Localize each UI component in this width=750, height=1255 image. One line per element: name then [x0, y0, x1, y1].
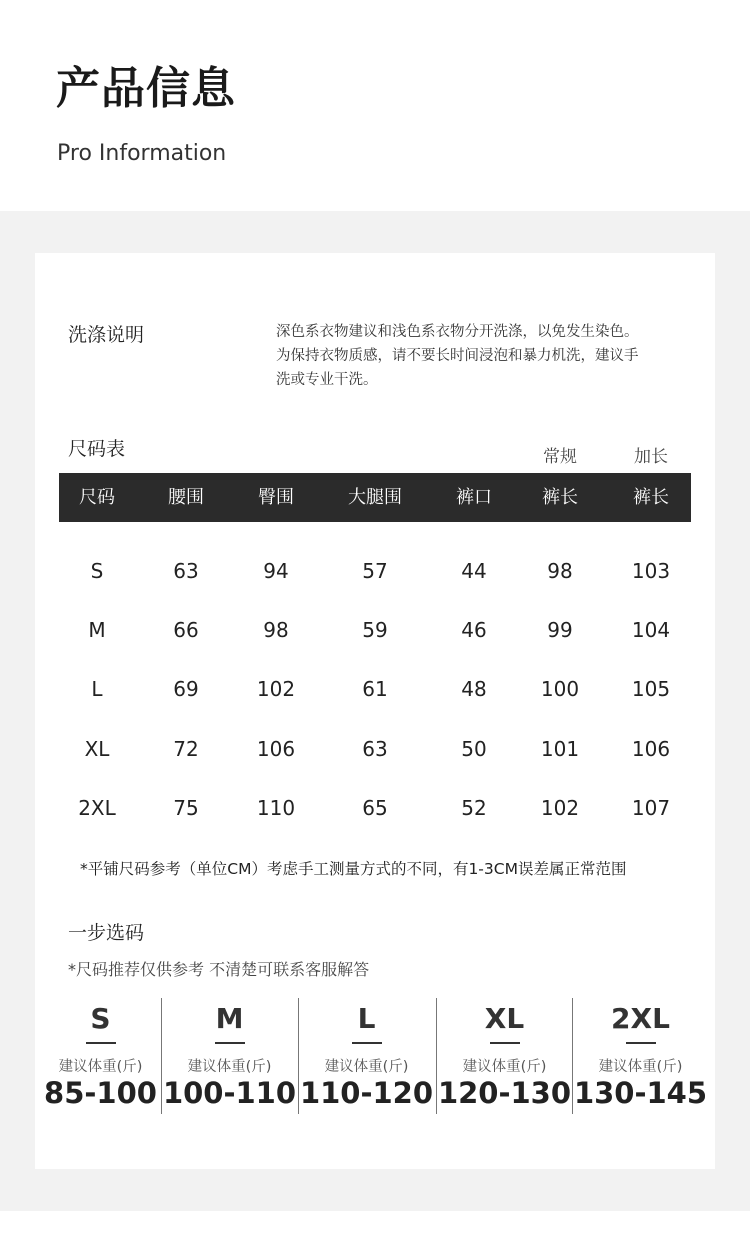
header-size: 尺码	[79, 487, 115, 508]
table-cell-size: M	[88, 618, 106, 642]
page-title: 产品信息	[56, 63, 236, 114]
recommend-item-l	[298, 998, 435, 1114]
recommend-item-2xl	[572, 998, 709, 1114]
washing-text	[276, 320, 696, 392]
recommend-item-m	[161, 998, 298, 1114]
table-cell-waist: 72	[173, 737, 199, 761]
table-cell-size: L	[91, 677, 103, 701]
header-thigh: 大腿围	[348, 487, 402, 508]
header-waist: 腰围	[168, 487, 204, 508]
table-cell-length-regular: 99	[547, 618, 573, 642]
recommend-range: 130-145	[573, 1076, 708, 1110]
recommend-range: 100-110	[162, 1076, 297, 1110]
table-cell-length-regular: 98	[547, 559, 573, 583]
recommend-label: 建议体重(斤)	[598, 1059, 683, 1075]
recommend-size: S	[90, 1002, 111, 1035]
header-section	[0, 0, 750, 211]
divider-bar	[626, 1042, 656, 1044]
table-cell-thigh: 59	[362, 618, 388, 642]
recommend-size: XL	[484, 1002, 525, 1035]
table-cell-length-long: 104	[631, 618, 671, 642]
table-cell-leg-opening: 48	[461, 677, 487, 701]
table-cell-length-long: 103	[631, 559, 671, 583]
table-cell-leg-opening: 46	[461, 618, 487, 642]
recommend-label: 建议体重(斤)	[187, 1059, 272, 1075]
recommend-size: 2XL	[611, 1002, 670, 1035]
table-cell-leg-opening: 50	[461, 737, 487, 761]
column-note-regular: 常规	[543, 447, 577, 467]
header-hip: 臀围	[258, 487, 294, 508]
table-cell-hip: 98	[263, 618, 289, 642]
table-cell-waist: 75	[173, 796, 199, 820]
recommend-range: 85-100	[44, 1076, 157, 1110]
table-cell-length-regular: 101	[540, 737, 580, 761]
column-note-long: 加长	[634, 447, 668, 467]
divider-bar	[215, 1042, 245, 1044]
table-cell-hip: 94	[263, 559, 289, 583]
divider-bar	[490, 1042, 520, 1044]
divider-bar	[86, 1042, 116, 1044]
table-cell-length-long: 107	[631, 796, 671, 820]
recommend-range: 120-130	[437, 1076, 572, 1110]
table-cell-length-regular: 102	[540, 796, 580, 820]
header-leg-opening: 裤口	[456, 487, 492, 508]
table-cell-size: 2XL	[78, 796, 116, 820]
recommend-range: 110-120	[299, 1076, 434, 1110]
size-table-title: 尺码表	[68, 438, 126, 460]
recommend-item-s	[32, 998, 169, 1114]
bottom-margin	[0, 1211, 750, 1255]
table-cell-length-long: 106	[631, 737, 671, 761]
table-cell-waist: 66	[173, 618, 199, 642]
table-cell-hip: 106	[256, 737, 296, 761]
recommend-subtitle: *尺码推荐仅供参考 不清楚可联系客服解答	[68, 960, 370, 979]
size-table-header	[59, 473, 691, 522]
table-cell-length-long: 105	[631, 677, 671, 701]
table-cell-thigh: 63	[362, 737, 388, 761]
table-cell-hip: 110	[256, 796, 296, 820]
recommend-size: M	[215, 1002, 244, 1035]
washing-line: 洗或专业干洗。	[276, 372, 378, 388]
table-cell-length-regular: 100	[540, 677, 580, 701]
recommend-label: 建议体重(斤)	[58, 1059, 143, 1075]
recommend-label: 建议体重(斤)	[462, 1059, 547, 1075]
recommend-title: 一步选码	[68, 922, 145, 944]
measurement-note: *平铺尺码参考（单位CM）考虑手工测量方式的不同，有1-3CM误差属正常范围	[80, 860, 627, 878]
header-length-long: 裤长	[633, 487, 669, 508]
washing-line: 深色系衣物建议和浅色系衣物分开洗涤，以免发生染色。	[276, 324, 639, 340]
table-cell-waist: 69	[173, 677, 199, 701]
table-cell-leg-opening: 52	[461, 796, 487, 820]
washing-title: 洗涤说明	[68, 324, 145, 346]
washing-line: 为保持衣物质感，请不要长时间浸泡和暴力机洗，建议手	[276, 348, 639, 364]
table-cell-thigh: 65	[362, 796, 388, 820]
table-cell-waist: 63	[173, 559, 199, 583]
recommend-item-xl	[436, 998, 573, 1114]
table-cell-thigh: 61	[362, 677, 388, 701]
page-subtitle: Pro Information	[57, 141, 227, 166]
table-cell-size: S	[90, 559, 104, 583]
table-cell-size: XL	[84, 737, 110, 761]
header-length-regular: 裤长	[542, 487, 578, 508]
recommend-size: L	[357, 1002, 376, 1035]
table-cell-hip: 102	[256, 677, 296, 701]
recommend-label: 建议体重(斤)	[324, 1059, 409, 1075]
table-cell-thigh: 57	[362, 559, 388, 583]
divider-bar	[352, 1042, 382, 1044]
table-cell-leg-opening: 44	[461, 559, 487, 583]
